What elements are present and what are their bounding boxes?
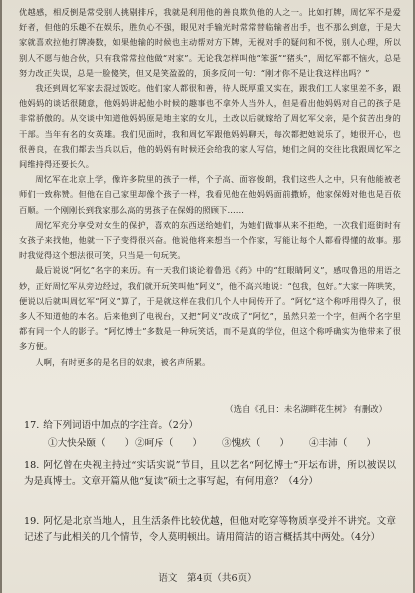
question-17-stem: 给下列词语中加点的字注音。（2分） (43, 420, 199, 431)
passage-paragraph-4: 周忆军充分享受对女生的保护，喜欢的东西送给她们，为她们做事从来不拒绝，一次我们逛街时有女孩子来找他，他就一下子变得很兴奋。他说他将来想当一个作家，写能让每个人都看得懂的故事。那时我觉得这个想法很可笑，只当是一句玩笑。 (19, 219, 401, 261)
passage-paragraph-3: 周忆军在北京上学，像许多院里的孩子一样，个子高、面容俊朗，我们这些人之中，只有他能被老师们一致称赞。但他在自己家里却像个孩子一样，我看见他在他妈妈面前撒娇，他家保姆对他也是百依百顺。一个刚刚长到我家那么高的男孩子在保姆的照顾下…… (19, 174, 401, 215)
question-19 (24, 514, 396, 546)
question-17-option-2: ②呵斥（ ） (135, 438, 203, 449)
passage-source: （选自《孔日：未名湖畔花生树》 有删改） (225, 404, 387, 414)
passage-paragraph-6: 人啊，有时更多的是名目的奴隶，被名声所累。 (35, 356, 211, 367)
question-19-number: 19. (24, 516, 40, 527)
question-19-text: 阿忆是北京当地人，且生活条件比较优越，但他对吃穿等物质享受并不讲究。文章记述了与此相关的几个情节，令人莫明顿出。请用简洁的语言概括其中两处。（4分） (24, 516, 396, 543)
question-18-number: 18. (24, 460, 40, 471)
question-17-number: 17. (24, 420, 40, 431)
question-17-option-3: ③愧疚（ ） (222, 438, 290, 449)
exam-page (2, 0, 413, 593)
question-17-option-1: ①大快朵颐（ ） (48, 438, 135, 449)
question-18 (24, 458, 396, 490)
question-17-options (24, 436, 396, 452)
reading-passage (19, 5, 401, 370)
page-footer: 语文 第4页（共6页） (158, 573, 257, 584)
passage-paragraph-1: 优越感，相反倒是常受别人挑剔排斥，我就是利用他的善良欺负他的人之一。比如打牌，周忆军不是爱好者，但他的乐趣不在娱乐，胜负心不强，眼见对手输光时常常替临输者出手，也不那么到意，于是大家就喜欢拉他打牌凑数，如果他输的时候也主动帮对方下牌，无视对手的疑问和不悦，别人心理，所以别人不愿与他合伙，只有我常常拉他做“对家”。无论我怎样叫他“笨蛋”“猪头”，周忆军都不恼火，总是努力改正失误，总是一脸傻笑，但又是笑盈盈的，顶多反问一句：“刚才你不是让我这样出吗？” (19, 7, 401, 78)
passage-paragraph-2: 我还到周忆军家去混过饭吃。他们家人都很和善，待人既厚重又实在，跟我们工人家里差不多，跟他妈妈的谈话很随意，他妈妈讲起他小时候的趣事也不拿外人当外人，但是看出他妈妈对自己的孩子是非常骄傲的。从交谈中知道他妈妈原是地主家的女儿，土改以后就嫁给了周忆军父亲，是个贫苦出身的干部。当年有名的女英雄。我们见面时，我和周忆军跟他妈妈聊天，每次都把她说乐了，她很开心，也很善良，在我们都去当兵以后，他的妈妈有时候还会给我的家人写信，她们之间的交往比我跟周忆军之间维持得还要长久。 (19, 83, 401, 170)
passage-paragraph-5: 最后说说“阿忆”名字的来历。有一天我们谈论着鲁迅《药》中的“红眼睛阿义”，感叹鲁迅的用语之妙，正好周忆军从旁边经过，我们就开玩笑叫他“阿义”，他不高兴地说：“包我，包好。”大家一阵哄笑，便说以后就叫周忆军“阿义”算了，于是就这样在我们几个人中间传开了。“阿忆”这个称呼用得久了，很多人不知道他的本名。后来他到了电视台，又把“阿义”改成了“阿忆”，虽然只差一个字，但两个名字里都有同一个人的影子。“阿忆博士”多数是一种玩笑话，而不是真的学位，但这个称呼确实为他带来了很多方便。 (19, 265, 401, 352)
question-18-text: 阿忆曾在央视主持过“实话实说”节目，且以艺名“阿忆博士”开坛布讲，所以被误以为是真博士。文章开篇从他“复读”硕士之事写起，有何用意？（4分） (24, 460, 396, 487)
question-17 (24, 418, 396, 452)
question-17-option-4: ④丰沛（ ） (309, 438, 377, 449)
